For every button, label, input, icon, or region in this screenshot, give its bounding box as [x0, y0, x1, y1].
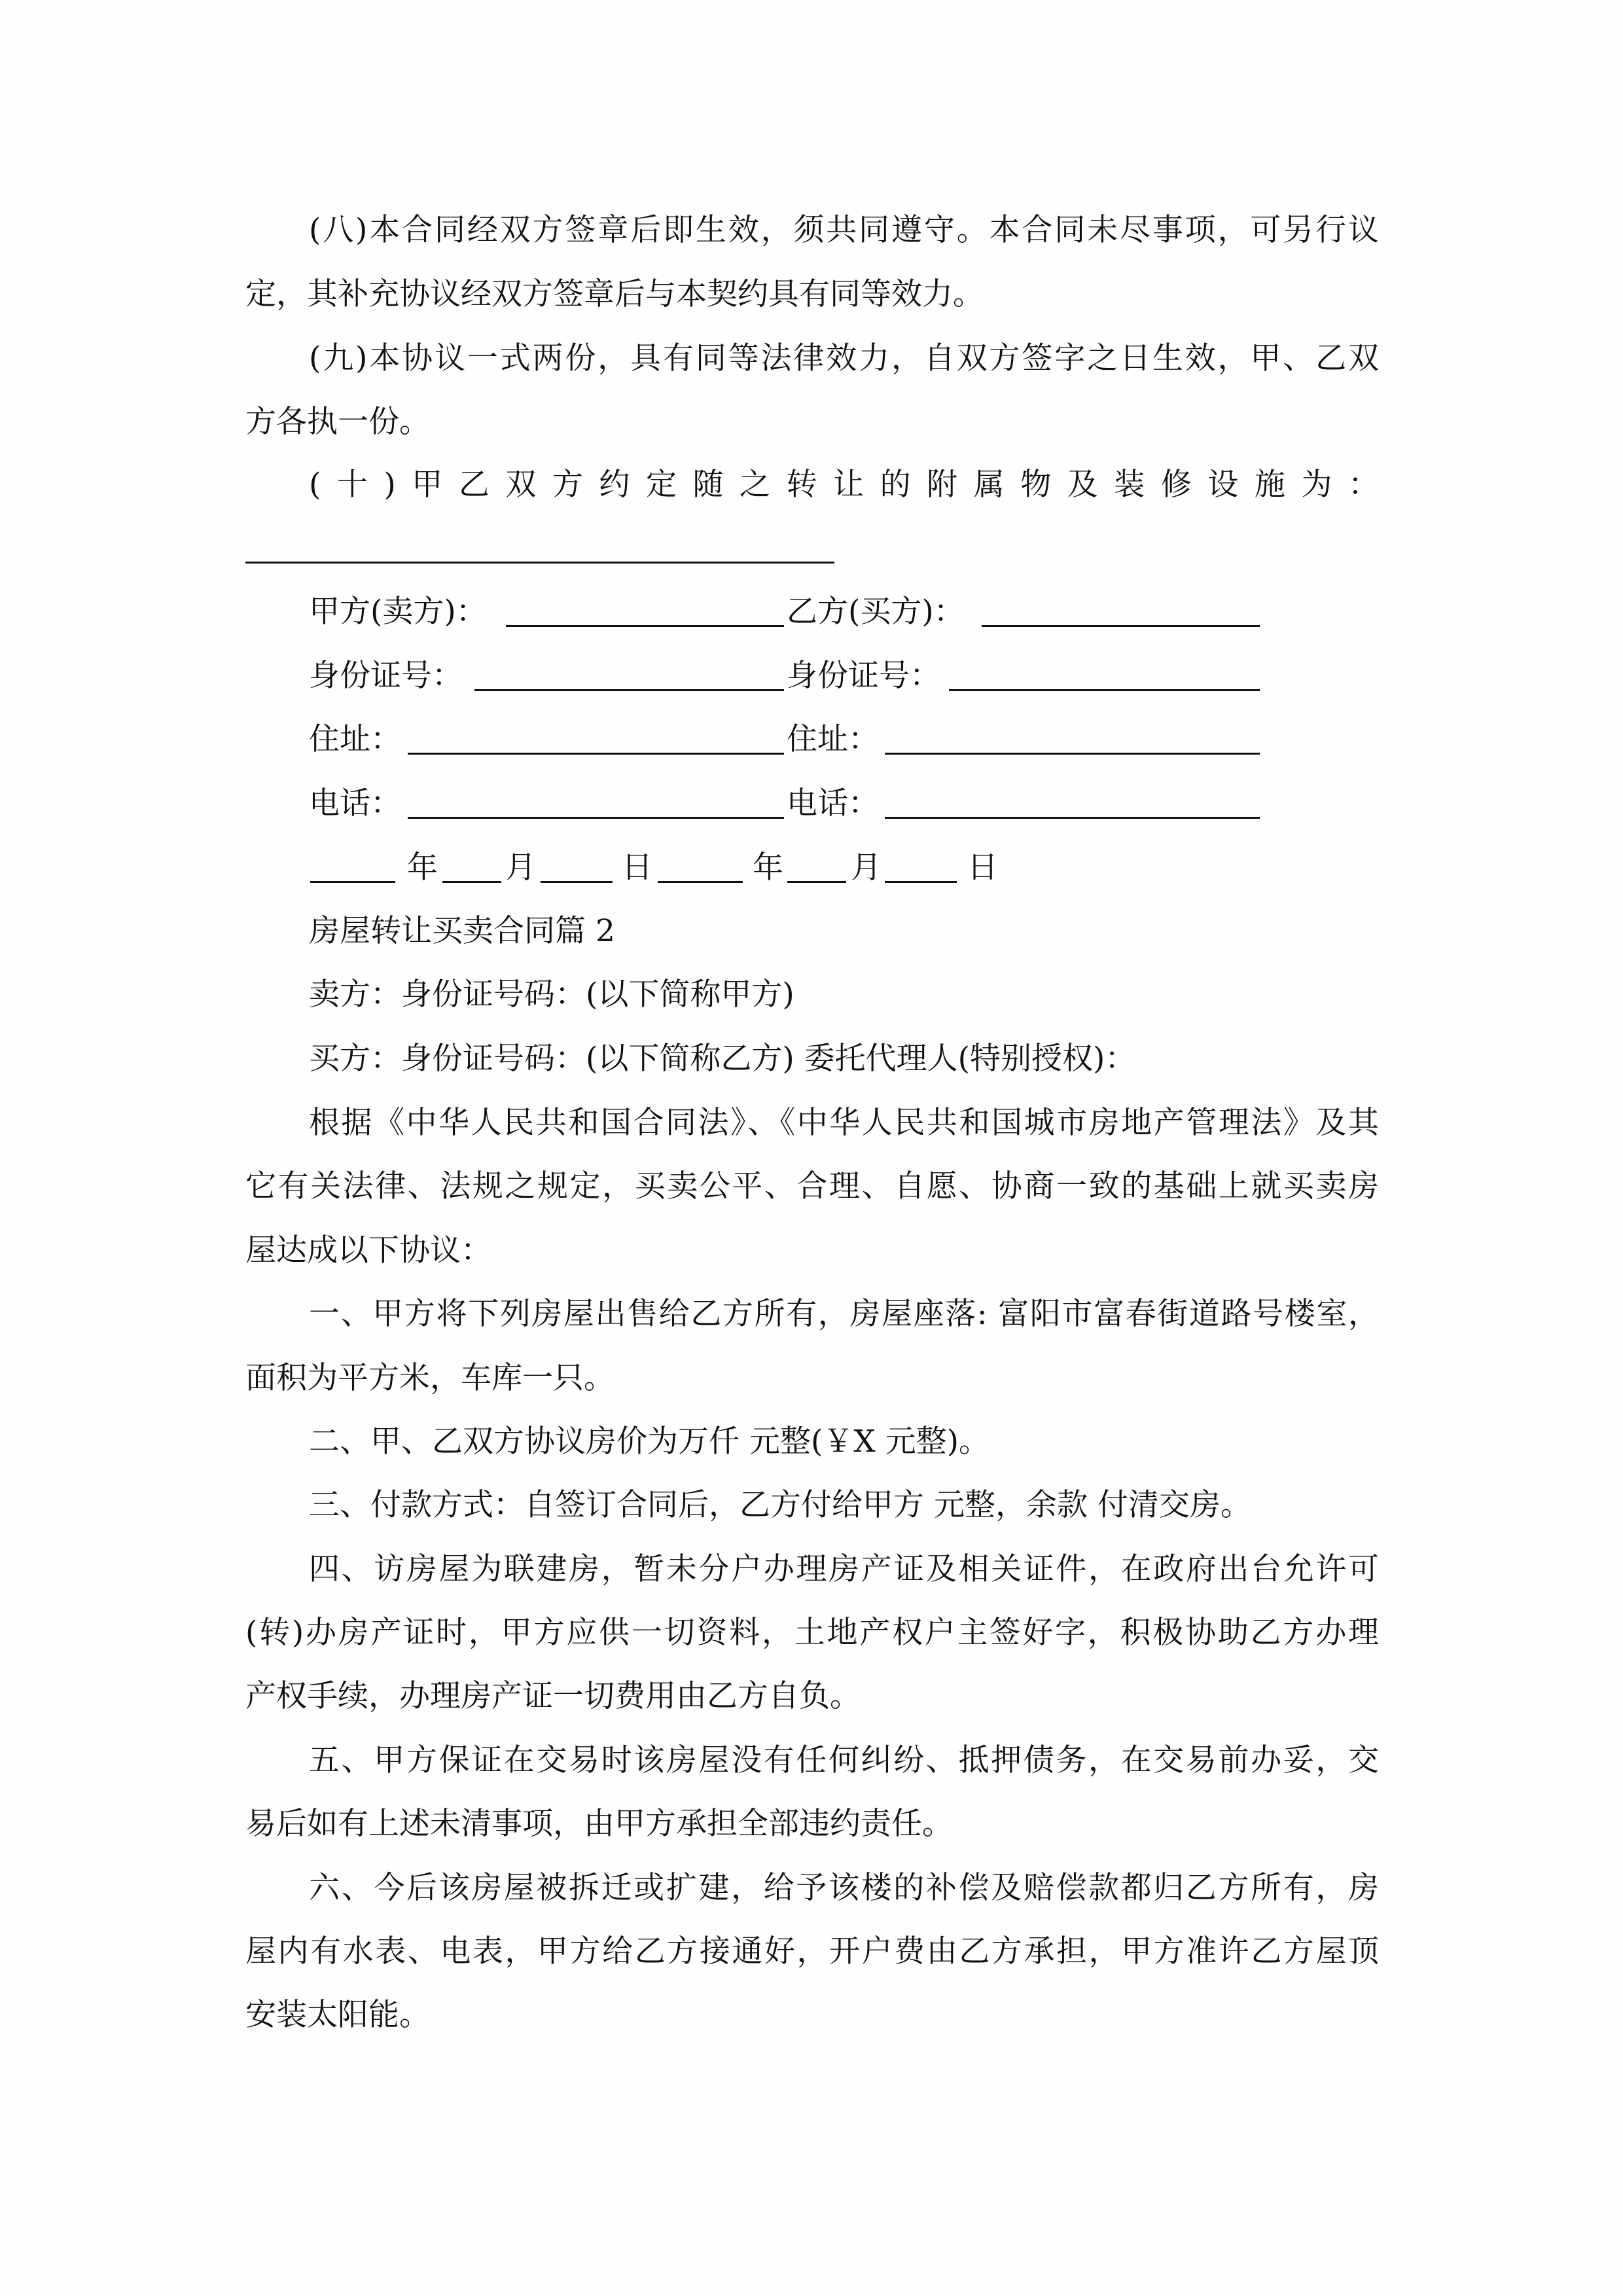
party-b-year-label: 年 — [753, 850, 783, 886]
clause-9-line-1: (九)本协议一式两份，具有同等法律效力，自双方签字之日生效，甲、乙双 — [309, 340, 1379, 376]
preamble-line-2: 它有关法律、法规之规定，买卖公平、合理、自愿、协商一致的基础上就买卖房 — [245, 1168, 1379, 1204]
article-1-line-1: 一、甲方将下列房屋出售给乙方所有，房屋座落: 富阳市富春街道路号楼室， — [309, 1296, 1379, 1332]
article-4-line-3: 产权手续，办理房产证一切费用由乙方自负。 — [245, 1678, 861, 1714]
party-b-day-blank[interactable] — [885, 881, 957, 883]
party-b-id-label: 身份证号： — [787, 658, 940, 694]
article-6-line-2: 屋内有水表、电表，甲方给乙方接通好，开户费由乙方承担，甲方准许乙方屋顶 — [245, 1933, 1379, 1969]
clause-9-line-2: 方各执一份。 — [245, 404, 430, 440]
party-a-address-label: 住址： — [309, 721, 401, 757]
party-a-year-label: 年 — [407, 850, 438, 886]
clause-8-line-2: 定，其补充协议经双方签章后与本契约具有同等效力。 — [245, 276, 984, 312]
clause-8-line-1: (八)本合同经双方签章后即生效，须共同遵守。本合同未尽事项，可另行议 — [309, 212, 1379, 248]
party-b-address-blank[interactable] — [885, 753, 1260, 755]
party-a-day-label: 日 — [622, 850, 652, 886]
article-5-line-1: 五、甲方保证在交易时该房屋没有任何纠纷、抵押债务，在交易前办妥，交 — [309, 1742, 1379, 1778]
article-6-line-3: 安装太阳能。 — [245, 1997, 430, 2033]
buyer-line: 买方：身份证号码：(以下简称乙方) 委托代理人(特别授权)： — [309, 1041, 1136, 1077]
party-b-month-label: 月 — [851, 850, 882, 886]
party-a-year-blank[interactable] — [310, 881, 395, 883]
section-2-title: 房屋转让买卖合同篇 2 — [309, 913, 615, 949]
party-a-address-blank[interactable] — [408, 753, 784, 755]
party-b-label: 乙方(买方)： — [787, 594, 965, 630]
party-a-id-label: 身份证号： — [309, 658, 463, 694]
article-6-line-1: 六、今后该房屋被拆迁或扩建，给予该楼的补偿及赔偿款都归乙方所有，房 — [309, 1870, 1379, 1906]
preamble-line-1: 根据《中华人民共和国合同法》、《中华人民共和国城市房地产管理法》及其 — [309, 1105, 1379, 1141]
party-b-year-blank[interactable] — [658, 881, 743, 883]
party-b-day-label: 日 — [967, 850, 998, 886]
party-b-phone-label: 电话： — [787, 785, 879, 821]
article-3-line-1: 三、付款方式：自签订合同后，乙方付给甲方 元整，余款 付清交房。 — [309, 1487, 1251, 1523]
party-a-blank[interactable] — [506, 625, 784, 627]
article-4-line-2: (转)办房产证时，甲方应供一切资料，土地产权户主签好字，积极协助乙方办理 — [245, 1615, 1379, 1651]
article-1-line-2: 面积为平方米，车库一只。 — [245, 1360, 615, 1396]
seller-line: 卖方：身份证号码：(以下简称甲方) — [309, 977, 794, 1013]
article-2-line-1: 二、甲、乙双方协议房价为万仟 元整(￥X 元整)。 — [309, 1424, 990, 1460]
clause-10-line-1: (十)甲乙双方约定随之转让的附属物及装修设施为： — [309, 467, 1379, 503]
party-b-month-blank[interactable] — [787, 881, 846, 883]
party-b-blank[interactable] — [982, 625, 1260, 627]
party-a-id-blank[interactable] — [474, 689, 784, 691]
party-b-address-label: 住址： — [787, 721, 879, 757]
party-a-label: 甲方(卖方)： — [309, 594, 487, 630]
party-a-day-blank[interactable] — [541, 881, 613, 883]
preamble-line-3: 屋达成以下协议： — [245, 1232, 491, 1268]
party-a-month-label: 月 — [505, 850, 536, 886]
party-a-phone-blank[interactable] — [408, 817, 784, 819]
article-5-line-2: 易后如有上述未清事项，由甲方承担全部违约责任。 — [245, 1806, 953, 1842]
article-4-line-1: 四、访房屋为联建房，暂未分户办理房产证及相关证件，在政府出台允许可 — [309, 1551, 1379, 1587]
attachments-blank-line — [245, 562, 834, 564]
party-b-id-blank[interactable] — [949, 689, 1260, 691]
party-a-month-blank[interactable] — [442, 881, 501, 883]
party-b-phone-blank[interactable] — [885, 817, 1260, 819]
party-a-phone-label: 电话： — [309, 785, 401, 821]
